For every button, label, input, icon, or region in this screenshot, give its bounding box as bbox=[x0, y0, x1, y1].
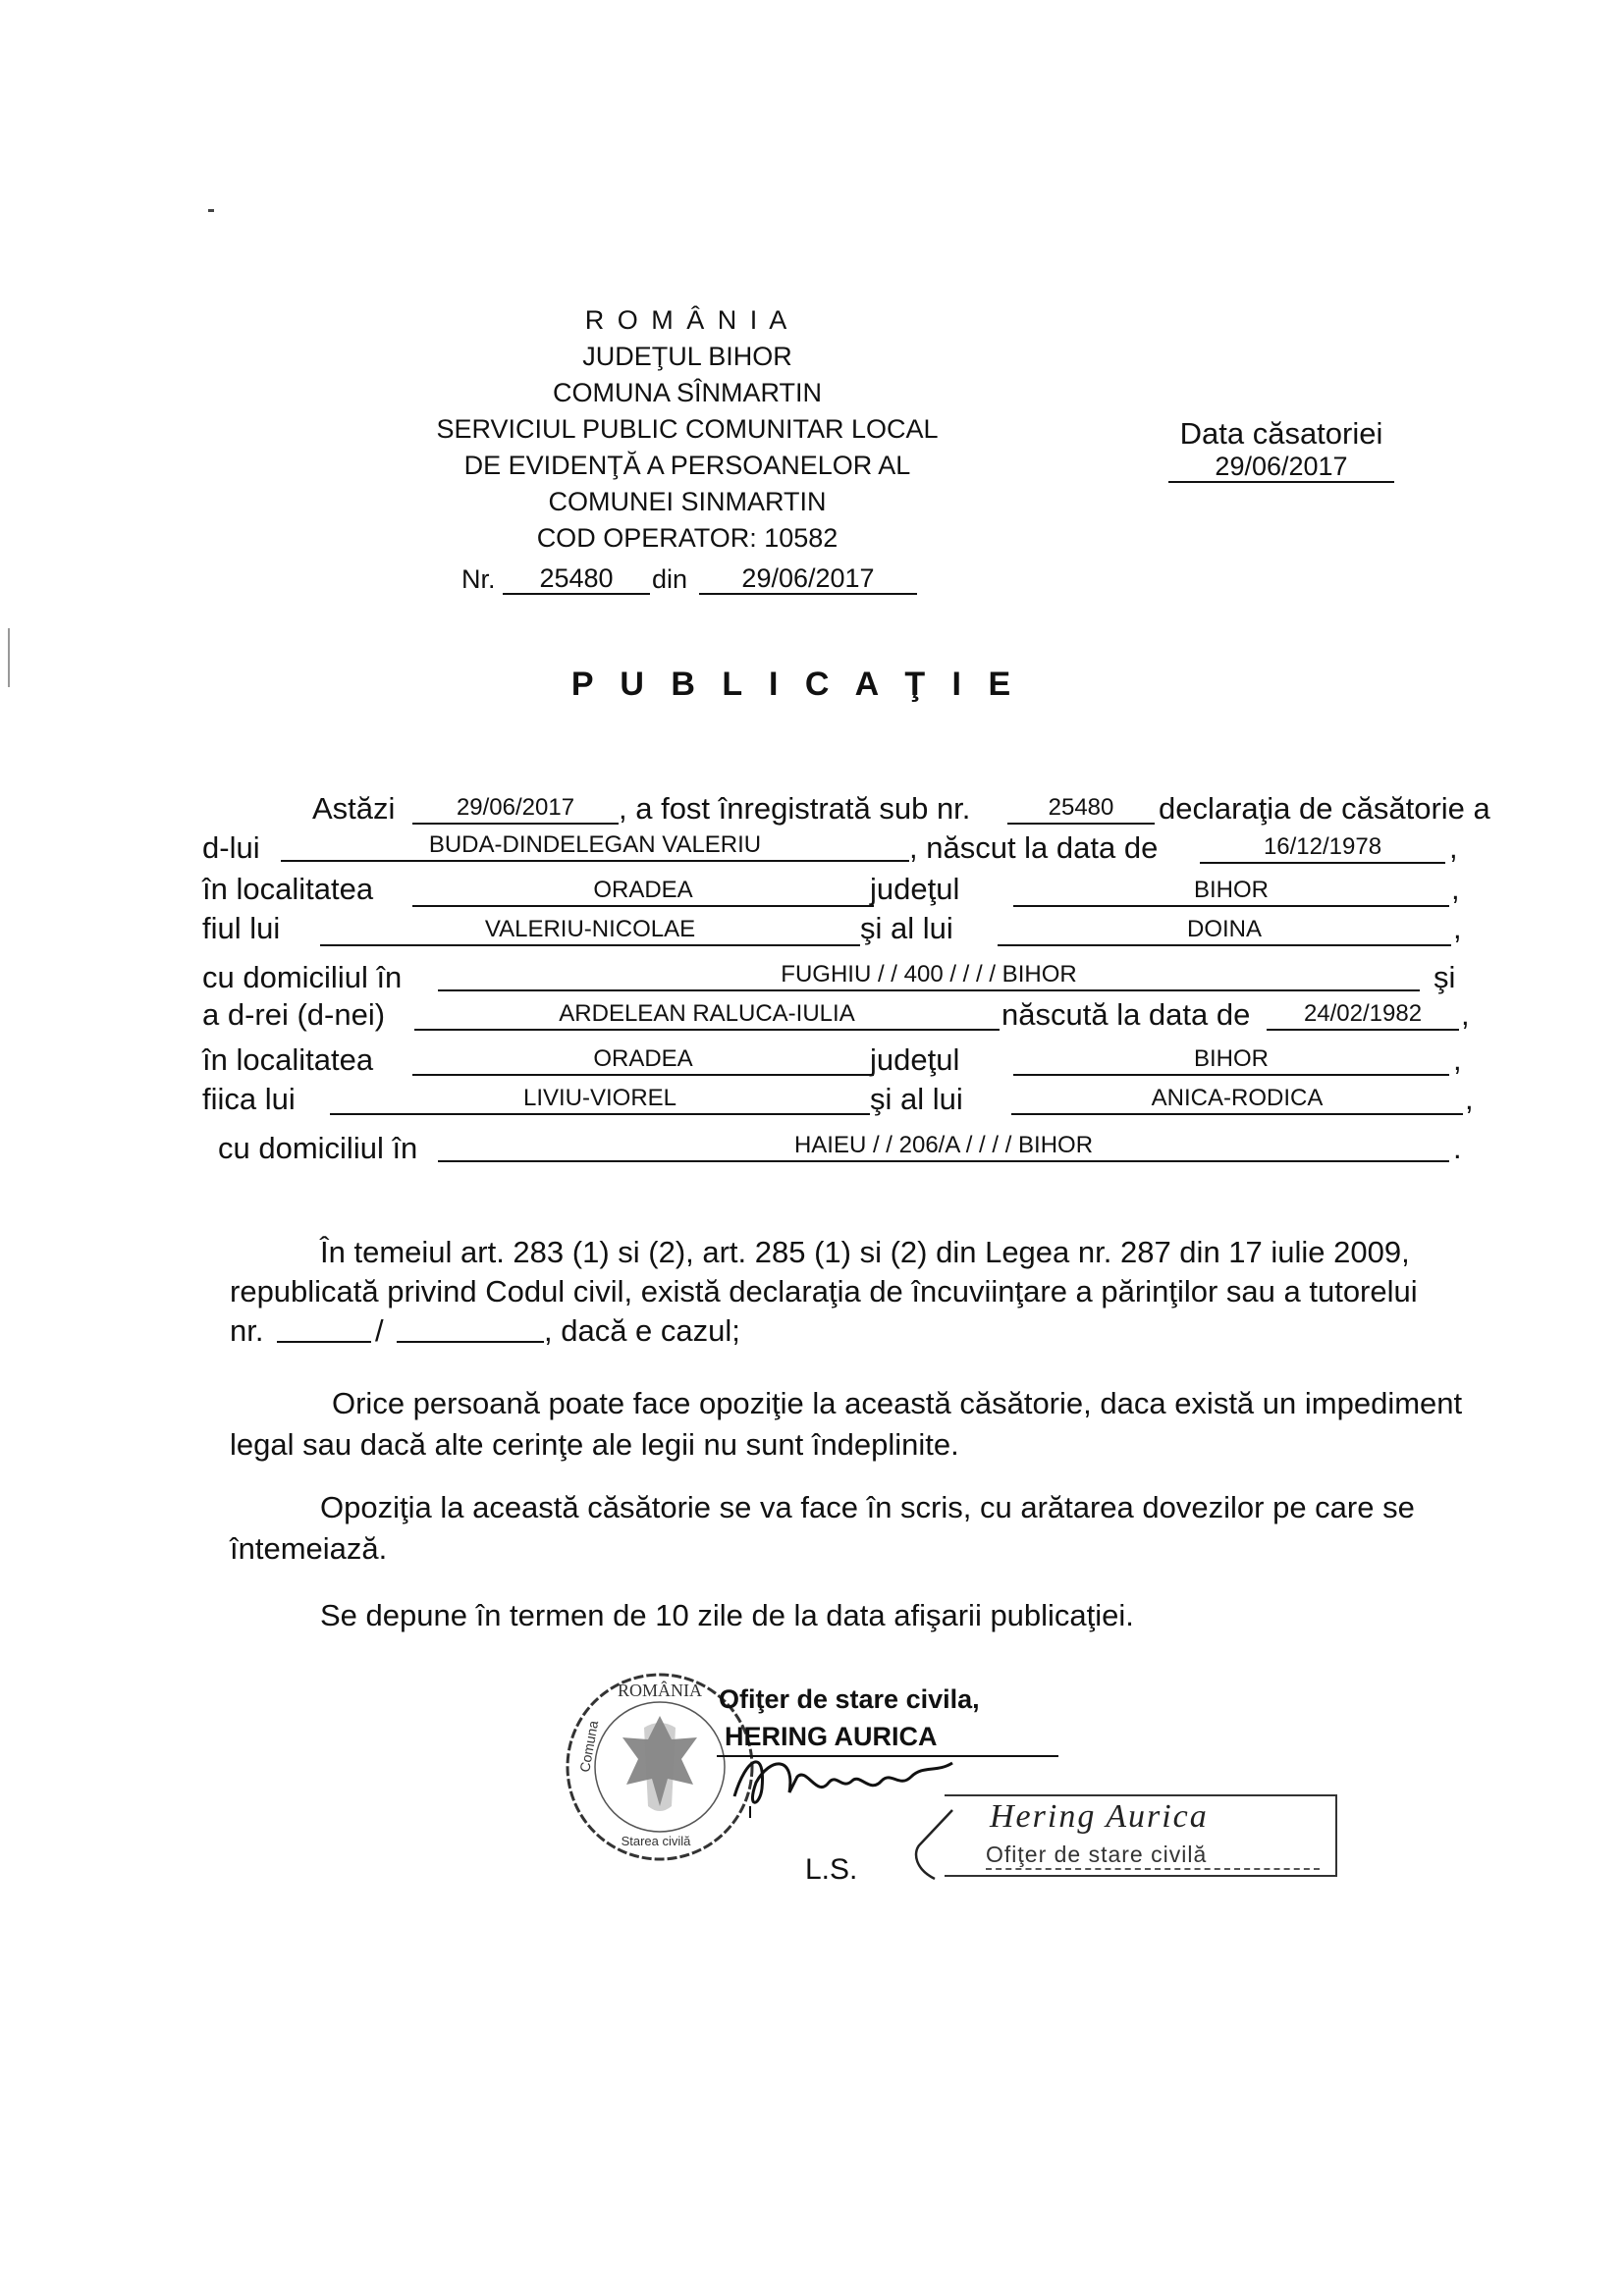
dlui-label: d-lui bbox=[202, 830, 260, 865]
name-stamp bbox=[945, 1794, 1337, 1877]
stamp-stroke bbox=[909, 1806, 958, 1885]
svg-text:Starea civilă: Starea civilă bbox=[621, 1834, 691, 1848]
consent-date-blank bbox=[397, 1341, 544, 1343]
si-label: şi bbox=[1434, 960, 1456, 994]
header-block bbox=[373, 302, 1001, 557]
officer-name: HERING AURICA bbox=[725, 1722, 938, 1751]
header-nr-label: Nr. bbox=[461, 564, 496, 594]
marriage-date-value: 29/06/2017 bbox=[1168, 452, 1394, 483]
groom-county-label: judeţul bbox=[870, 872, 960, 906]
declaration-text: declaraţia de căsătorie a bbox=[1159, 791, 1490, 826]
svg-text:ROMÂNIA: ROMÂNIA bbox=[617, 1681, 703, 1700]
officer-title: Ofiţer de stare civila, bbox=[719, 1684, 980, 1714]
comma: , bbox=[1453, 911, 1462, 945]
comma: , bbox=[1461, 997, 1470, 1032]
legal-slash: / bbox=[375, 1313, 384, 1348]
bride-name: ARDELEAN RALUCA-IULIA bbox=[414, 999, 1000, 1031]
header-service-line1: SERVICIUL PUBLIC COMUNITAR LOCAL bbox=[436, 414, 939, 444]
svg-text:Comuna: Comuna bbox=[576, 1719, 602, 1774]
opposition1-line2: legal sau dacă alte cerinţe ale legii nu sunt îndeplinite. bbox=[230, 1427, 959, 1462]
bride-mother: ANICA-RODICA bbox=[1011, 1084, 1463, 1115]
astazi-value: 29/06/2017 bbox=[412, 793, 619, 825]
period: . bbox=[1453, 1131, 1462, 1165]
drei-label: a d-rei (d-nei) bbox=[202, 997, 386, 1032]
comma: , bbox=[1453, 1042, 1462, 1077]
bride-county: BIHOR bbox=[1013, 1044, 1449, 1076]
groom-locality: ORADEA bbox=[412, 876, 874, 907]
groom-mother: DOINA bbox=[998, 915, 1451, 946]
header-service-line3: COMUNEI SINMARTIN bbox=[548, 487, 827, 516]
header-service-line2: DE EVIDENŢĂ A PERSOANELOR AL bbox=[463, 451, 911, 480]
header-din-label: din bbox=[652, 564, 688, 594]
legal-nr-label: nr. bbox=[230, 1313, 264, 1348]
comma: , bbox=[1465, 1082, 1474, 1116]
header-country: R O M Â N I A bbox=[584, 305, 790, 335]
registration-number: 25480 bbox=[1007, 793, 1155, 825]
bride-birth-date: 24/02/1982 bbox=[1267, 999, 1459, 1031]
opposition2-line2: întemeiază. bbox=[230, 1531, 388, 1566]
header-nr-value: 25480 bbox=[503, 563, 650, 595]
header-din-value: 29/06/2017 bbox=[699, 563, 917, 595]
document-title: P U B L I C A Ţ I E bbox=[570, 666, 1020, 703]
groom-county: BIHOR bbox=[1013, 876, 1449, 907]
bride-father: LIVIU-VIOREL bbox=[330, 1084, 870, 1115]
born-f-text: născută la data de bbox=[1001, 997, 1251, 1032]
groom-locality-label: în localitatea bbox=[202, 872, 374, 906]
groom-domicile: FUGHIU / / 400 / / / / BIHOR bbox=[438, 960, 1420, 991]
consent-number-blank bbox=[277, 1341, 371, 1343]
legal-line2: republicată privind Codul civil, există declaraţia de încuviinţare a părinţilor sau a tutorelui bbox=[230, 1274, 1418, 1308]
deadline-text: Se depune în termen de 10 zile de la data afişarii publicaţiei. bbox=[320, 1598, 1134, 1632]
comma: , bbox=[1451, 872, 1460, 906]
daughter-of-label: fiica lui bbox=[202, 1082, 296, 1116]
groom-birth-date: 16/12/1978 bbox=[1200, 832, 1445, 864]
bride-locality: ORADEA bbox=[412, 1044, 874, 1076]
stamp-role: Ofiţer de stare civilă bbox=[986, 1842, 1320, 1870]
domicile-label: cu domiciliul în bbox=[202, 960, 403, 994]
son-of-label: fiul lui bbox=[202, 911, 281, 945]
groom-father: VALERIU-NICOLAE bbox=[320, 915, 860, 946]
registered-text: , a fost înregistrată sub nr. bbox=[619, 791, 971, 826]
groom-name: BUDA-DINDELEGAN VALERIU bbox=[281, 830, 909, 862]
astazi-label: Astăzi bbox=[312, 791, 396, 826]
bride-locality-label: în localitatea bbox=[202, 1042, 374, 1077]
legal-tail: , dacă e cazul; bbox=[544, 1313, 740, 1348]
header-county: JUDEŢUL BIHOR bbox=[582, 342, 792, 371]
scan-speck bbox=[208, 209, 214, 212]
bride-and-label: şi al lui bbox=[870, 1082, 963, 1116]
header-commune: COMUNA SÎNMARTIN bbox=[552, 378, 823, 407]
opposition2-line1: Opoziţia la această căsătorie se va face în scris, cu arătarea dovezilor pe care se bbox=[320, 1490, 1415, 1524]
ls-label: L.S. bbox=[805, 1853, 858, 1886]
header-operator-code: COD OPERATOR: 10582 bbox=[536, 523, 839, 553]
marriage-date-label: Data căsatoriei bbox=[1179, 416, 1383, 451]
opposition1-line1: Orice persoană poate face opoziţie la această căsătorie, daca există un impediment bbox=[332, 1386, 1463, 1420]
bride-domicile: HAIEU / / 206/A / / / / BIHOR bbox=[438, 1131, 1449, 1162]
scan-edge-mark bbox=[8, 628, 10, 687]
bride-county-label: judeţul bbox=[870, 1042, 960, 1077]
and-label: şi al lui bbox=[860, 911, 953, 945]
stamp-name: Hering Aurica bbox=[990, 1798, 1209, 1835]
bride-domicile-label: cu domiciliul în bbox=[218, 1131, 418, 1165]
comma: , bbox=[1449, 830, 1458, 865]
born-text: , născut la data de bbox=[909, 830, 1159, 865]
legal-line1: În temeiul art. 283 (1) si (2), art. 285 (1) si (2) din Legea nr. 287 din 17 iulie 2009, bbox=[320, 1235, 1410, 1269]
